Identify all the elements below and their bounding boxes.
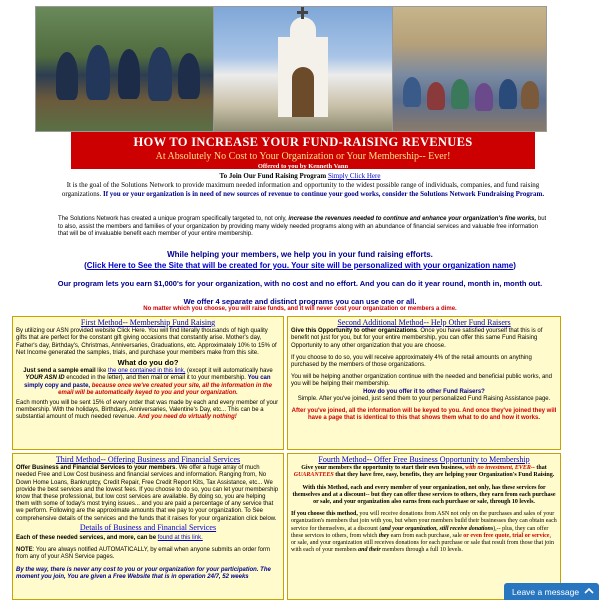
p3b: you will receive donations from ASN not only on the purchases and sales of your organization's members that join with you, but when your members build their businesses they can obtain each service for themselves, at a discount (: [291, 511, 557, 532]
p3j: members through a full 10 levels.: [382, 547, 463, 554]
network-text-1: The Solutions Network has created a unique program specifically targeted to, not only,: [58, 216, 287, 222]
join-link[interactable]: Simply Click Here: [327, 172, 381, 180]
goal-paragraph: [58, 181, 548, 198]
p3-emph: And you need do virtually nothing!: [137, 414, 237, 421]
p2-f: You can simply copy and paste,: [24, 375, 271, 389]
asn-id: YOUR ASN ID: [25, 375, 65, 382]
p1d: GUARANTEES: [293, 472, 334, 479]
second-method-box: [287, 316, 561, 450]
goal-emphasis: If you or your organization is in need of new sources of revenue to continue your good works, consider the Solutions Network Fundraising Program.: [103, 189, 545, 198]
join-line: [0, 172, 600, 181]
network-paragraph: [58, 216, 548, 239]
p1a: Give your members the opportunity to start their own business,: [301, 465, 464, 472]
join-label: To Join Our Fund Raising Program: [219, 172, 327, 180]
goal-text: It is the goal of the Solutions Network to provide maximum needed information and opportunity to the widest possible range of individuals, companies, and fund raising organizations.: [61, 181, 540, 198]
second-p1-text: . Once you have satisfied yourself that this is of benefit not just for you, but for your entire membership, you can offer this same Fund Raising Opportunity to any other organization that you are choose.: [291, 328, 543, 349]
third-method-p1: [16, 465, 280, 523]
help-line: [0, 250, 600, 259]
third-method-closing: By the way, there is never any cost to you or your organization for your participation. The moment you join, You are given a Free Website that is in operation 24/7, 52 weeks: [16, 566, 271, 580]
third-p2-bold: Each of these needed services, and more, can be: [16, 535, 157, 542]
fourth-method-p3: [291, 511, 557, 554]
chevron-up-icon: [584, 587, 594, 597]
scouts-photo: [36, 7, 214, 131]
p3i: and their: [358, 547, 381, 554]
fourth-method-box: [287, 453, 561, 600]
second-method-question: How do you offer it to other Fund Raisers?: [363, 388, 485, 395]
site-link[interactable]: Click Here to See the Site that will be created for you. Your site will be personalized with your organization name: [86, 261, 514, 270]
p1b: with no investment, EVER--: [465, 465, 535, 472]
p3a: If you choose this method,: [291, 511, 358, 518]
third-method-box: [12, 453, 284, 600]
first-method-p2: [16, 368, 280, 397]
earn-line: [0, 279, 600, 288]
p1c: that: [536, 465, 547, 472]
p3h: , or sale, and your organization still receives donations for each purchase or sale that result from those that join with each of your members: [291, 532, 554, 554]
third-p1-bold: Offer Business and Financial Services to your members: [16, 465, 176, 472]
p3-text: Each month you will be sent 15% of every order that was made by each and every member of your membership. With the holidays, Birthdays, Anniversaries, Valentine's Day, etc... This can be a substantial amount of much needed revenue.: [16, 400, 279, 421]
sample-email-label: Just send a sample email: [23, 368, 96, 375]
second-method-p5: After you've joined, all the information will be keyed to you. And once they've joined they will have a page that is identical to this that shows them what to do and how it works.: [291, 408, 557, 422]
offered-by: Offered to you by Kenneth Vann: [257, 163, 349, 170]
offer-line: [0, 297, 600, 306]
earn-line-text: Our program lets you earn $1,000's for your organization, with no cost and no effort. And you can do it year round, month in, month out.: [57, 279, 543, 288]
second-method-p1: [291, 328, 557, 350]
details-link[interactable]: Details of Business and Financial Services: [79, 522, 217, 532]
second-p1-bold: Give this Opportunity to other organizations: [291, 328, 418, 335]
second-method-p3: You will be helping another organization continue with the needed and beneficial public works, and you will be helping their membership.: [291, 374, 552, 388]
note-label: NOTE: [16, 547, 33, 554]
p3e: they: [378, 532, 390, 539]
offer-line-text: We offer 4 separate and distinct programs you can use one or all.: [183, 297, 417, 306]
third-method-p2: [16, 535, 280, 542]
p3d: ),-- plus, they can offer these services to others, from which: [291, 525, 549, 539]
church-photo: [214, 7, 392, 131]
first-method-title[interactable]: First Method-- Membership Fund Raising: [80, 318, 216, 327]
site-link-line: (Click Here to See the Site that will be created for you. Your site will be personalized with your organization name): [84, 261, 516, 270]
p3g: or even free quote, trial or service: [463, 532, 550, 539]
headline-banner: [71, 132, 535, 169]
first-method-p3: [16, 400, 280, 422]
leave-message-label: Leave a message: [512, 586, 580, 597]
network-emphasis: increase the revenues needed to continue and enhance your organization's fine works,: [288, 216, 537, 222]
sample-email-link[interactable]: the one contained in this link,: [107, 368, 186, 375]
fourth-method-p1: [291, 465, 557, 479]
p3c: and your organization, still receive donations: [381, 525, 494, 532]
first-method-p1: By utilizing our ASN provided website Click Here. You will find literally thousands of high quality gifts that are perfect for the constant gift giving occasions that constantly arise. Mother's day, Father's day, Birthday's, Christmas, Anniversaries, Graduations, etc. Approximately 10% to 15% of Net Income generated the samples, trials, and purchase your members make from this site.: [16, 328, 277, 356]
note-text: : You are always notified AUTOMATICALLY, by email when anyone submits an order form from any of your ASN Service pages.: [16, 547, 271, 561]
services-link[interactable]: found at this link.: [157, 535, 203, 542]
second-method-p2: If you choose to do so, you will receive approximately 4% of the retail amounts on anything purchased by the members of those organizations.: [291, 354, 532, 369]
fourth-method-title[interactable]: Fourth Method-- Offer Free Business Opportunity to Membership: [318, 455, 530, 464]
classroom-photo: [393, 7, 546, 131]
third-method-title[interactable]: Third Method-- Offering Business and Financial Services: [55, 455, 241, 464]
p1e: that they have free, easy, benefits, they are helping your Organization's Fund Raising.: [335, 472, 555, 479]
first-method-box: [12, 316, 284, 450]
second-method-p4: Simple. After you've joined, just send them to your personalized Fund Raising Assistance page.: [297, 395, 551, 402]
first-method-question: What do you do?: [117, 358, 179, 368]
leave-message-button[interactable]: [504, 583, 599, 600]
third-p1-text: . We offer a huge array of much needed Free and Low Cost business and financial services and information. Ranging from, No Down Home Loans, Bankruptcy, Credit Repair, Free Credit Report Kits, Tax Assistance, etc... We provide the best services and the lowest fees. If you choose to do so, you can let your membership know that these professional, but low cost services are available. By doing so, you are helping them with some of today's most trying issues... and you are paid a percentage of any service that we perform. Following are the approximate amounts that we pay to your organization. To See comprehensive details of the services and the funds that it raises for your organization click below.: [16, 465, 279, 522]
help-line-text: While helping your members, we help you in your fund raising efforts.: [167, 250, 433, 259]
no-matter-text: No matter which you choose, you will raise funds, and it will never cost your organization or members a dime.: [143, 306, 457, 312]
photo-strip: [35, 6, 547, 132]
p2-c: (except it will automatically have: [187, 368, 273, 375]
network-text-2: but to also, assist the members and families of your organization by providing many widely needed programs along with an abundance of financial services and valuable free information that will be of invaluable benefit each member of your entire membership.: [58, 216, 547, 237]
second-method-title[interactable]: Second Additional Method-- Help Other Fund Raisers: [337, 318, 511, 327]
p3f: earn from each purchase, sale: [390, 532, 462, 539]
fourth-method-p2: With this Method, each and every member of your organization, not only, has these services for themselves and at a discount-- but they can offer these services to others, they earn from each purchase or sale, and your organization also earns from each purchase or sale, through 10 levels.: [292, 484, 556, 506]
headline-title: HOW TO INCREASE YOUR FUND-RAISING REVENUES: [133, 135, 473, 149]
p2-like: like: [97, 368, 107, 375]
third-method-note: [16, 547, 280, 561]
headline-subtitle: At Absolutely No Cost to Your Organization or Your Membership-- Ever!: [155, 151, 451, 162]
no-matter-line: [0, 306, 600, 312]
p2-e: encoded in the letter), and then mail or email it to your membership.: [66, 375, 246, 382]
p2-g: because once we've created your site, all the information in the email will be automatically keyed to you and your organization.: [58, 382, 272, 396]
